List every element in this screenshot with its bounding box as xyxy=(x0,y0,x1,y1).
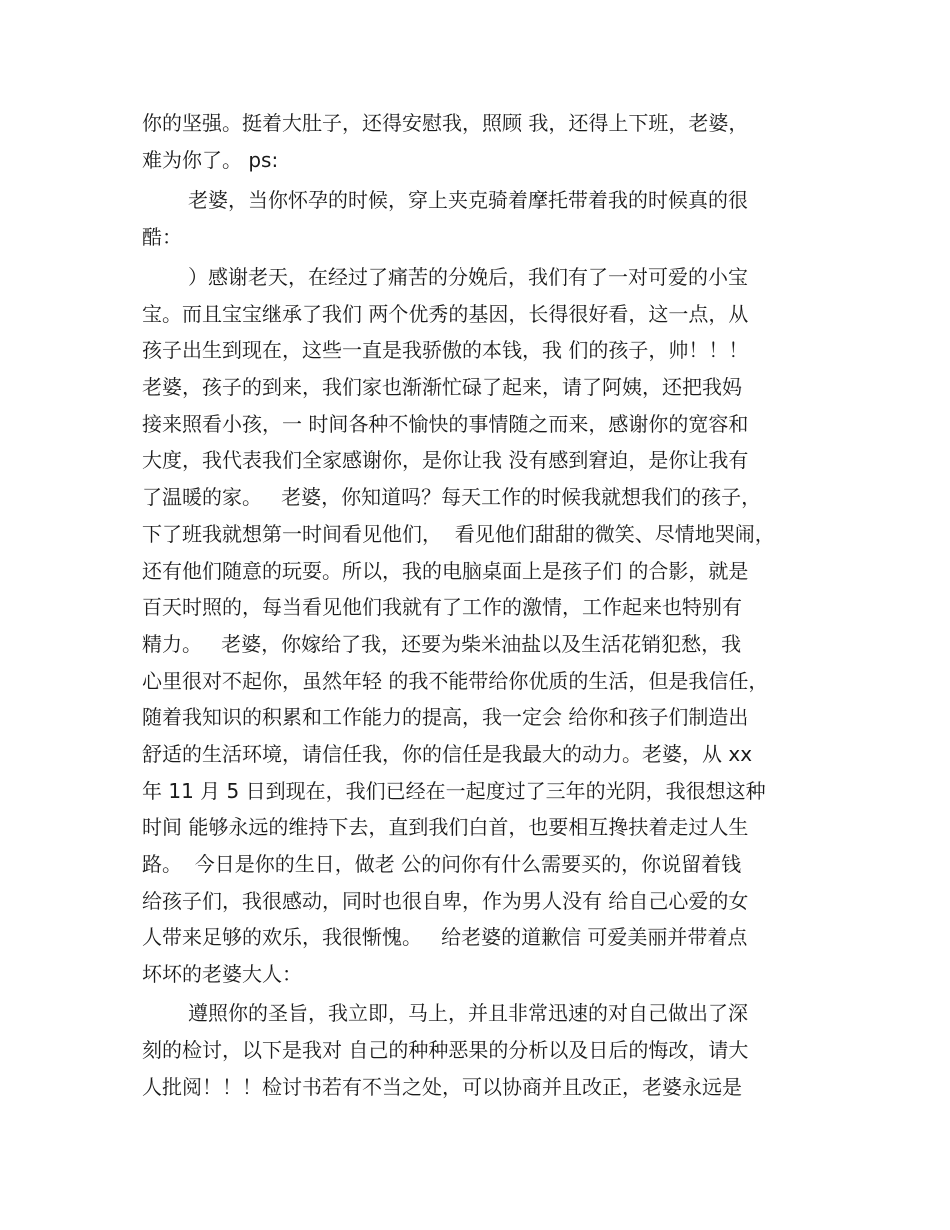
text-line: 下了班我就想第一时间看见他们， 看见他们甜甜的微笑、尽情地哭闹， xyxy=(142,522,775,546)
text-line: 坏坏的老婆大人： xyxy=(142,962,302,986)
text-line: 心里很对不起你，虽然年轻 的我不能带给你优质的生活，但是我信任， xyxy=(142,669,769,693)
text-line: 你的坚强。挺着大肚子，还得安慰我，照顾 我，还得上下班，老婆， xyxy=(142,111,749,135)
text-line: 路。 今日是你的生日，做老 公的问你有什么需要买的，你说留着钱 xyxy=(142,852,742,876)
text-line: 酷： xyxy=(142,225,182,249)
text-line: 宝。而且宝宝继承了我们 两个优秀的基因，长得很好看，这一点，从 xyxy=(142,302,749,326)
text-line: 人带来足够的欢乐，我很惭愧。 给老婆的道歉信 可爱美丽并带着点 xyxy=(142,925,748,949)
text-line: 孩子出生到现在，这些一直是我骄傲的本钱，我 们的孩子，帅！！！ xyxy=(142,338,749,362)
text-line: 老婆，孩子的到来，我们家也渐渐忙碌了起来，请了阿姨，还把我妈 xyxy=(142,375,742,399)
text-line: 遵照你的圣旨，我立即，马上，并且非常迅速的对自己做出了深 xyxy=(188,1001,748,1025)
text-line: ）感谢老天，在经过了痛苦的分娩后，我们有了一对可爱的小宝 xyxy=(188,265,748,289)
text-line: 人批阅！！！检讨书若有不当之处，可以协商并且改正，老婆永远是 xyxy=(142,1075,742,1099)
text-line: 精力。 老婆，你嫁给了我，还要为柴米油盐以及生活花销犯愁，我 xyxy=(142,632,742,656)
text-line: 舒适的生活环境，请信任我，你的信任是我最大的动力。老婆，从 xx xyxy=(142,742,753,766)
text-line: 难为你了。 ps: xyxy=(142,148,279,172)
text-line: 刻的检讨，以下是我对 自己的种种恶果的分析以及日后的悔改，请大 xyxy=(142,1038,749,1062)
text-line: 随着我知识的积累和工作能力的提高，我一定会 给你和孩子们制造出 xyxy=(142,705,749,729)
text-line: 百天时照的，每当看见他们我就有了工作的激情，工作起来也特别有 xyxy=(142,595,742,619)
text-line: 年 11 月 5 日到现在，我们已经在一起度过了三年的光阴，我很想这种 xyxy=(142,779,766,803)
text-line: 接来照看小孩，一 时间各种不愉快的事情随之而来，感谢你的宽容和 xyxy=(142,412,749,436)
text-line: 了温暖的家。 老婆，你知道吗？每天工作的时候我就想我们的孩子， xyxy=(142,485,762,509)
text-line: 老婆，当你怀孕的时候，穿上夹克骑着摩托带着我的时候真的很 xyxy=(188,188,748,212)
text-line: 大度，我代表我们全家感谢你，是你让我 没有感到窘迫，是你让我有 xyxy=(142,448,749,472)
text-line: 时间 能够永远的维持下去，直到我们白首，也要相互搀扶着走过人生 xyxy=(142,815,749,839)
text-line: 还有他们随意的玩耍。所以，我的电脑桌面上是孩子们 的合影，就是 xyxy=(142,559,749,583)
text-line: 给孩子们，我很感动，同时也很自卑，作为男人没有 给自己心爱的女 xyxy=(142,889,749,913)
